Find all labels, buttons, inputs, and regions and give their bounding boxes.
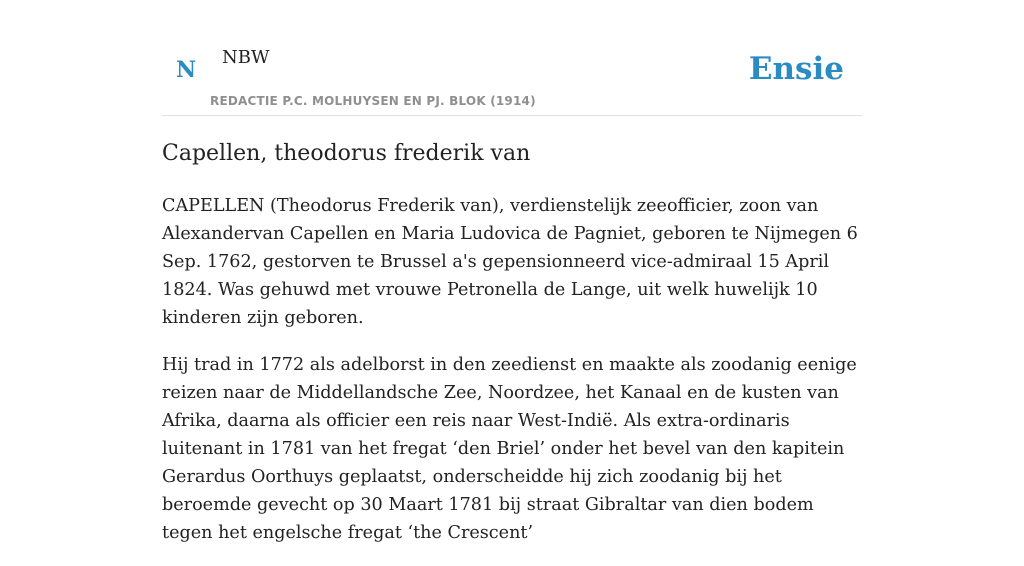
article-body xyxy=(162,192,862,566)
source-name[interactable]: NBW xyxy=(222,47,270,68)
article-paragraph-2: Hij trad in 1772 als adelborst in den zeedienst en maakte als zoodanig eenige reizen naar de Middellandsche Zee, Noordzee, het Kanaal en de kusten van Afrika, daarna als officier een reis naar West-Indië. Als extra-ordinaris luitenant in 1781 van het fregat ‘den Briel’ onder het bevel van den kapitein Gerardus Oorthuys geplaatst, onderscheidde hij zich zoodanig bij het beroemde gevecht op 30 Maart 1781 bij straat Gibraltar van dien bodem tegen het engelsche fregat ‘the Crescent’ xyxy=(162,355,857,543)
page-title: Capellen, theodorus frederik van xyxy=(162,141,531,166)
brand-logo[interactable]: Ensie xyxy=(748,51,844,87)
article-paragraph-1: CAPELLEN (Theodorus Frederik van), verdienstelijk zeeofficier, zoon van Alexandervan Capellen en Maria Ludovica de Pagniet, geboren te Nijmegen 6 Sep. 1762, gestorven te Brussel a's gepensionneerd vice-admiraal 15 April 1824. Was gehuwd met vrouwe Petronella de Lange, uit welk huwelijk 10 kinderen zijn geboren. xyxy=(162,196,858,328)
byline: REDACTIE P.C. MOLHUYSEN EN PJ. BLOK (1914) xyxy=(210,94,536,108)
header xyxy=(162,0,862,116)
source-logo[interactable]: N xyxy=(176,57,197,83)
